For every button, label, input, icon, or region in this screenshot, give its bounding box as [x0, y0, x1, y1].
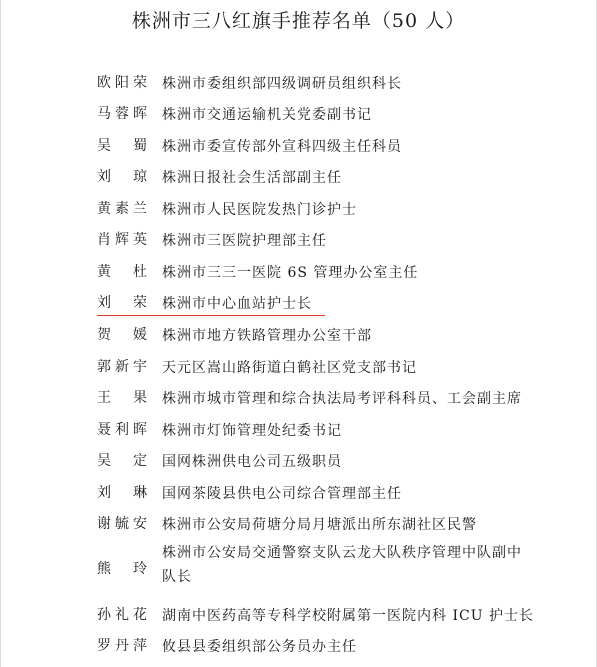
- nominee-name: [97, 103, 147, 123]
- nominee-name: [97, 292, 147, 312]
- nominee-position: 株洲市委组织部四级调研员组织科长: [162, 76, 402, 92]
- red-underline-mark: [97, 315, 325, 317]
- name-char: 黄: [97, 201, 111, 217]
- name-char: 利: [115, 422, 129, 438]
- nominee-position: 株洲市三医院护理部主任: [162, 233, 327, 249]
- name-char: 花: [133, 607, 147, 623]
- nominee-name: [97, 558, 147, 578]
- nominee-name: [97, 135, 147, 155]
- nominee-position: 株洲市人民医院发热门诊护士: [162, 202, 357, 218]
- nominee-name: [97, 482, 147, 502]
- nominee-position: 湖南中医药高等专科学校附属第一医院内科 ICU 护士长: [162, 608, 534, 624]
- name-char: 宇: [133, 359, 147, 375]
- name-char: 蜀: [133, 138, 147, 154]
- nominee-name: [97, 261, 147, 281]
- name-char: 杜: [133, 264, 147, 280]
- name-char: 黄: [97, 264, 111, 280]
- name-char: 晖: [133, 106, 147, 122]
- name-char: 王: [97, 390, 111, 406]
- name-char: 荣: [133, 295, 147, 311]
- name-char: 礼: [115, 607, 129, 623]
- nominee-position: 株洲市交通运输机关党委副书记: [162, 107, 372, 123]
- name-char: 媛: [133, 327, 147, 343]
- nominee-name: [97, 356, 147, 376]
- name-char: 刘: [97, 485, 111, 501]
- name-char: 谢: [97, 516, 111, 532]
- nominee-position: 株洲市公安局交通警察支队云龙大队秩序管理中队副中队长: [162, 545, 522, 585]
- nominee-name: [97, 229, 147, 249]
- name-char: 肖: [97, 232, 111, 248]
- name-char: 聂: [97, 422, 111, 438]
- nominee-position: 株洲市灯饰管理处纪委书记: [162, 423, 342, 439]
- nominee-position: 株洲市地方铁路管理办公室干部: [162, 328, 372, 344]
- nominee-position: 株洲日报社会生活部副主任: [162, 170, 342, 186]
- nominee-name: [97, 604, 147, 624]
- document-title: 株洲市三八红旗手推荐名单（50 人）: [131, 10, 466, 32]
- name-char: 辉: [115, 232, 129, 248]
- nominee-name: [97, 72, 147, 92]
- nominee-position: 国网茶陵县供电公司综合管理部主任: [162, 486, 402, 502]
- name-char: 琼: [133, 169, 147, 185]
- name-char: 定: [133, 453, 147, 469]
- name-char: 贺: [97, 327, 111, 343]
- name-char: 阳: [115, 75, 129, 91]
- name-char: 玲: [133, 561, 147, 577]
- nominee-position: 天元区嵩山路街道白鹤社区党支部书记: [162, 360, 417, 376]
- nominee-name: [97, 635, 147, 655]
- nominee-position: 株洲市城市管理和综合执法局考评科科员、工会副主席: [162, 391, 522, 407]
- nominee-position: 株洲市公安局荷塘分局月塘派出所东湖社区民警: [162, 517, 477, 533]
- nominee-name: [97, 198, 147, 218]
- name-char: 吴: [97, 138, 111, 154]
- nominee-name: [97, 450, 147, 470]
- name-char: 新: [115, 359, 129, 375]
- nominee-position: 株洲市中心血站护士长: [162, 296, 312, 312]
- nominee-name: [97, 324, 147, 344]
- name-char: 蓉: [115, 106, 129, 122]
- nominee-name: [97, 513, 147, 533]
- page-left-border: [0, 0, 1, 667]
- name-char: 毓: [115, 516, 129, 532]
- nominee-position: 株洲市委宣传部外宣科四级主任科员: [162, 139, 402, 155]
- name-char: 兰: [133, 201, 147, 217]
- name-char: 琳: [133, 485, 147, 501]
- name-char: 晖: [133, 422, 147, 438]
- name-char: 荣: [133, 75, 147, 91]
- name-char: 萍: [133, 638, 147, 654]
- name-char: 吴: [97, 453, 111, 469]
- name-char: 孙: [97, 607, 111, 623]
- name-char: 欧: [97, 75, 111, 91]
- name-char: 果: [133, 390, 147, 406]
- nominee-position: 株洲市三三一医院 6S 管理办公室主任: [162, 265, 419, 281]
- name-char: 丹: [115, 638, 129, 654]
- name-char: 郭: [97, 359, 111, 375]
- nominee-position: 攸县县委组织部公务员办主任: [162, 639, 357, 655]
- nominee-position: 国网株洲供电公司五级职员: [162, 454, 342, 470]
- name-char: 马: [97, 106, 111, 122]
- nominee-name: [97, 387, 147, 407]
- name-char: 英: [133, 232, 147, 248]
- nominee-name: [97, 419, 147, 439]
- name-char: 罗: [97, 638, 111, 654]
- name-char: 刘: [97, 295, 111, 311]
- name-char: 刘: [97, 169, 111, 185]
- name-char: 素: [115, 201, 129, 217]
- name-char: 熊: [97, 561, 111, 577]
- name-char: 安: [133, 516, 147, 532]
- nominee-name: [97, 166, 147, 186]
